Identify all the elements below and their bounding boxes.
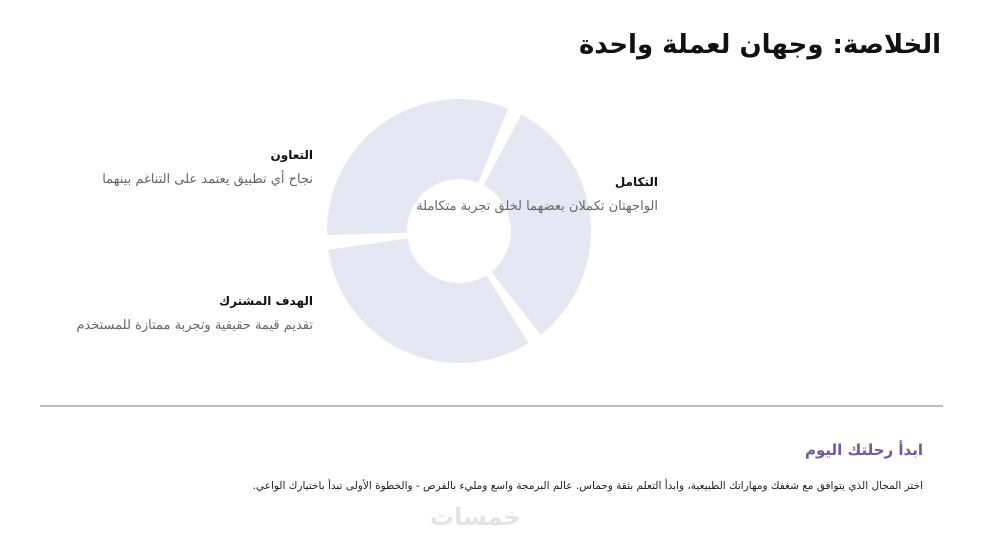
point-integration-text: الواجهتان تكملان بعضهما لخلق تجربة متكاملة xyxy=(416,199,658,214)
point-shared-goal-heading: الهدف المشترك xyxy=(219,294,313,308)
point-integration xyxy=(416,175,658,214)
cta-title: ابدأ رحلتك اليوم xyxy=(805,441,923,459)
section-divider xyxy=(40,405,943,407)
point-shared-goal xyxy=(76,294,313,333)
point-integration-heading: التكامل xyxy=(614,175,658,189)
cycle-diagram xyxy=(327,96,591,366)
page-title: الخلاصة: وجهان لعملة واحدة xyxy=(578,30,941,60)
point-cooperation xyxy=(102,148,313,187)
watermark-logo: خمسات xyxy=(430,503,521,531)
donut-segment-shared-goal xyxy=(328,238,528,363)
point-cooperation-heading: التعاون xyxy=(270,148,313,162)
point-shared-goal-text: تقديم قيمة حقيقية وتجربة ممتازة للمستخدم xyxy=(76,318,313,333)
point-cooperation-text: نجاح أي تطبيق يعتمد على التناغم بينهما xyxy=(102,172,313,187)
cta-text: اختر المجال الذي يتوافق مع شغفك ومهاراتك الطبيعية، وابدأ التعلم بثقة وحماس. عالم البرمجة واسع ومليء بالفرص - والخطوة الأولى تبدأ باختيارك الواعي. xyxy=(252,480,923,492)
donut-segment-cooperation xyxy=(327,99,508,235)
